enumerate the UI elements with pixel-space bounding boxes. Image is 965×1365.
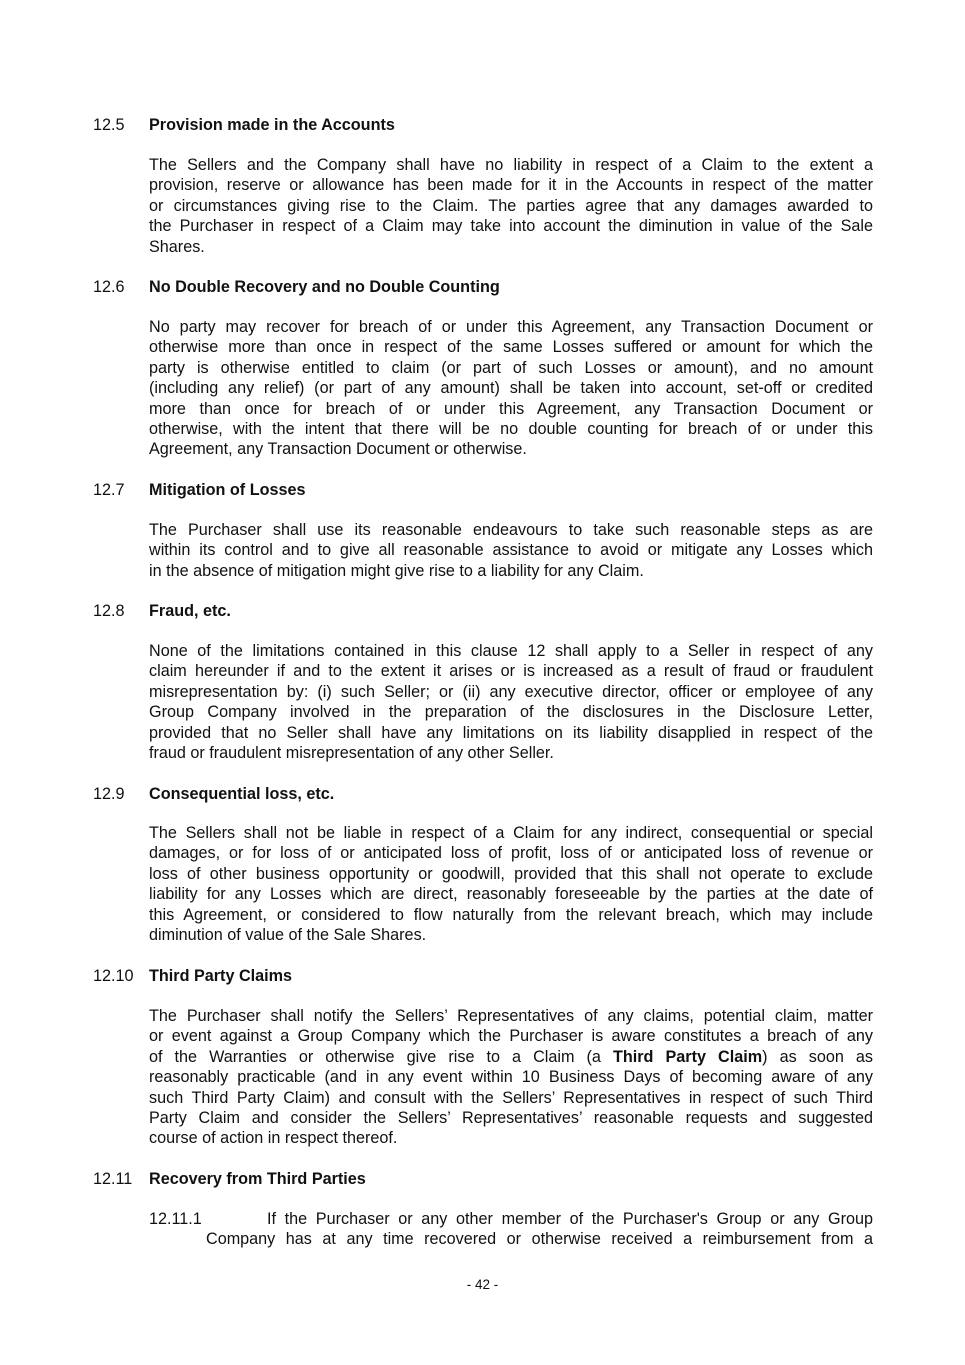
text-line: reasonably practicable (and in any event within 10 Business Days of becoming aware of any [149,1068,873,1087]
text-line: course of action in respect thereof. [149,1129,398,1148]
text-line: otherwise more than once in respect of the same Losses suffered or amount for which the [149,338,873,357]
text-line: provided that no Seller shall have any limitations on its liability disapplied in respect of the [149,723,873,742]
text-line: party is otherwise entitled to claim (or part of such Losses or amount), and no amount [149,358,873,377]
text-line: or event against a Group Company which the Purchaser is aware constitutes a breach of any [149,1027,873,1046]
text-line: fraud or fraudulent misrepresentation of any other Seller. [149,743,554,762]
text-line-defined-term [149,1047,873,1067]
section-heading-12-6 [93,276,500,298]
text-line: Company has at any time recovered or otherwise received a reimbursement from a [206,1230,873,1249]
text-line: more than once for breach of or under this Agreement, any Transaction Document or [149,399,873,418]
text-line: or circumstances giving rise to the Claim. The parties agree that any damages awarded to [149,196,873,215]
section-title: Mitigation of Losses [149,481,306,499]
page-number: - 42 - [466,1277,499,1292]
text-fragment: of the Warranties or otherwise give rise to a Claim (a [149,1047,613,1066]
text-line: diminution of value of the Sale Shares. [149,925,427,944]
section-title: Provision made in the Accounts [149,116,395,134]
text-line: The Sellers and the Company shall have no liability in respect of a Claim to the extent a [149,156,873,174]
section-number: 12.9 [93,785,125,803]
text-line: The Purchaser shall notify the Sellers’ Representatives of any claims, potential claim, matter [149,1007,873,1025]
section-title: Fraud, etc. [149,602,231,620]
section-body-12-10 [149,1006,873,1149]
text-line: The Purchaser shall use its reasonable endeavours to take such reasonable steps as are [149,521,873,539]
section-body-12-6 [149,317,873,460]
section-body-12-7 [149,520,873,581]
text-line: (including any relief) (or part of any amount) shall be taken into account, set-off or credited [149,379,873,398]
subclause-first-line [149,1209,873,1229]
subclause-12-11-1 [149,1209,873,1250]
text-line: If the Purchaser or any other member of the Purchaser's Group or any Group [267,1210,873,1228]
section-title: Recovery from Third Parties [149,1170,366,1188]
text-line: otherwise, with the intent that there will be no double counting for breach of or under this [149,419,873,438]
text-line: misrepresentation by: (i) such Seller; or (ii) any executive director, officer or employee of any [149,682,873,701]
section-heading-12-9 [93,783,334,805]
text-line: such Third Party Claim) and consult with the Sellers’ Representatives in respect of such Third [149,1088,873,1107]
text-line: Party Claim and consider the Sellers’ Representatives’ reasonable requests and suggested [149,1108,873,1127]
section-title: Third Party Claims [149,967,293,985]
section-body-12-9 [149,823,873,945]
text-line: The Sellers shall not be liable in respect of a Claim for any indirect, consequential or special [149,824,873,842]
section-heading-12-5 [93,114,395,136]
section-heading-12-7 [93,479,306,501]
text-line: Agreement, any Transaction Document or otherwise. [149,440,527,459]
section-body-12-5 [149,155,873,257]
defined-term-third-party-claim: Third Party Claim [612,1047,763,1066]
text-line: claim hereunder if and to the extent it arises or is increased as a result of fraud or fraudulent [149,662,873,681]
text-line: damages, or for loss of or anticipated loss of profit, loss of or anticipated loss of revenue or [149,844,873,863]
text-line: loss of other business opportunity or goodwill, provided that this shall not operate to exclude [149,864,873,883]
section-number: 12.11 [93,1170,133,1188]
text-line: liability for any Losses which are direct, reasonably foreseeable by the parties at the date of [149,885,873,904]
section-number: 12.8 [93,602,125,620]
section-number: 12.6 [93,278,125,296]
text-line: the Purchaser in respect of a Claim may take into account the diminution in value of the Sale [149,217,873,236]
text-fragment: ) as soon as [762,1047,873,1066]
section-title: No Double Recovery and no Double Counting [149,278,500,296]
text-line: in the absence of mitigation might give rise to a liability for any Claim. [149,561,644,580]
section-number: 12.7 [93,481,125,499]
subclause-number: 12.11.1 [149,1210,202,1228]
text-line: None of the limitations contained in this clause 12 shall apply to a Seller in respect of any [149,642,873,660]
section-number: 12.5 [93,116,125,134]
text-line: within its control and to give all reasonable assistance to avoid or mitigate any Losses which [149,541,873,560]
text-line: No party may recover for breach of or under this Agreement, any Transaction Document or [149,318,873,336]
section-number: 12.10 [93,967,134,985]
section-title: Consequential loss, etc. [149,785,335,803]
text-line: this Agreement, or considered to flow naturally from the relevant breach, which may include [149,905,873,924]
text-line: Shares. [149,237,205,256]
section-heading-12-8 [93,600,231,622]
section-heading-12-10 [93,965,292,987]
text-line: provision, reserve or allowance has been made for it in the Accounts in respect of the matter [149,176,873,195]
section-heading-12-11 [93,1168,366,1190]
section-body-12-8 [149,641,873,763]
text-line: Group Company involved in the preparation of the disclosures in the Disclosure Letter, [149,703,873,722]
